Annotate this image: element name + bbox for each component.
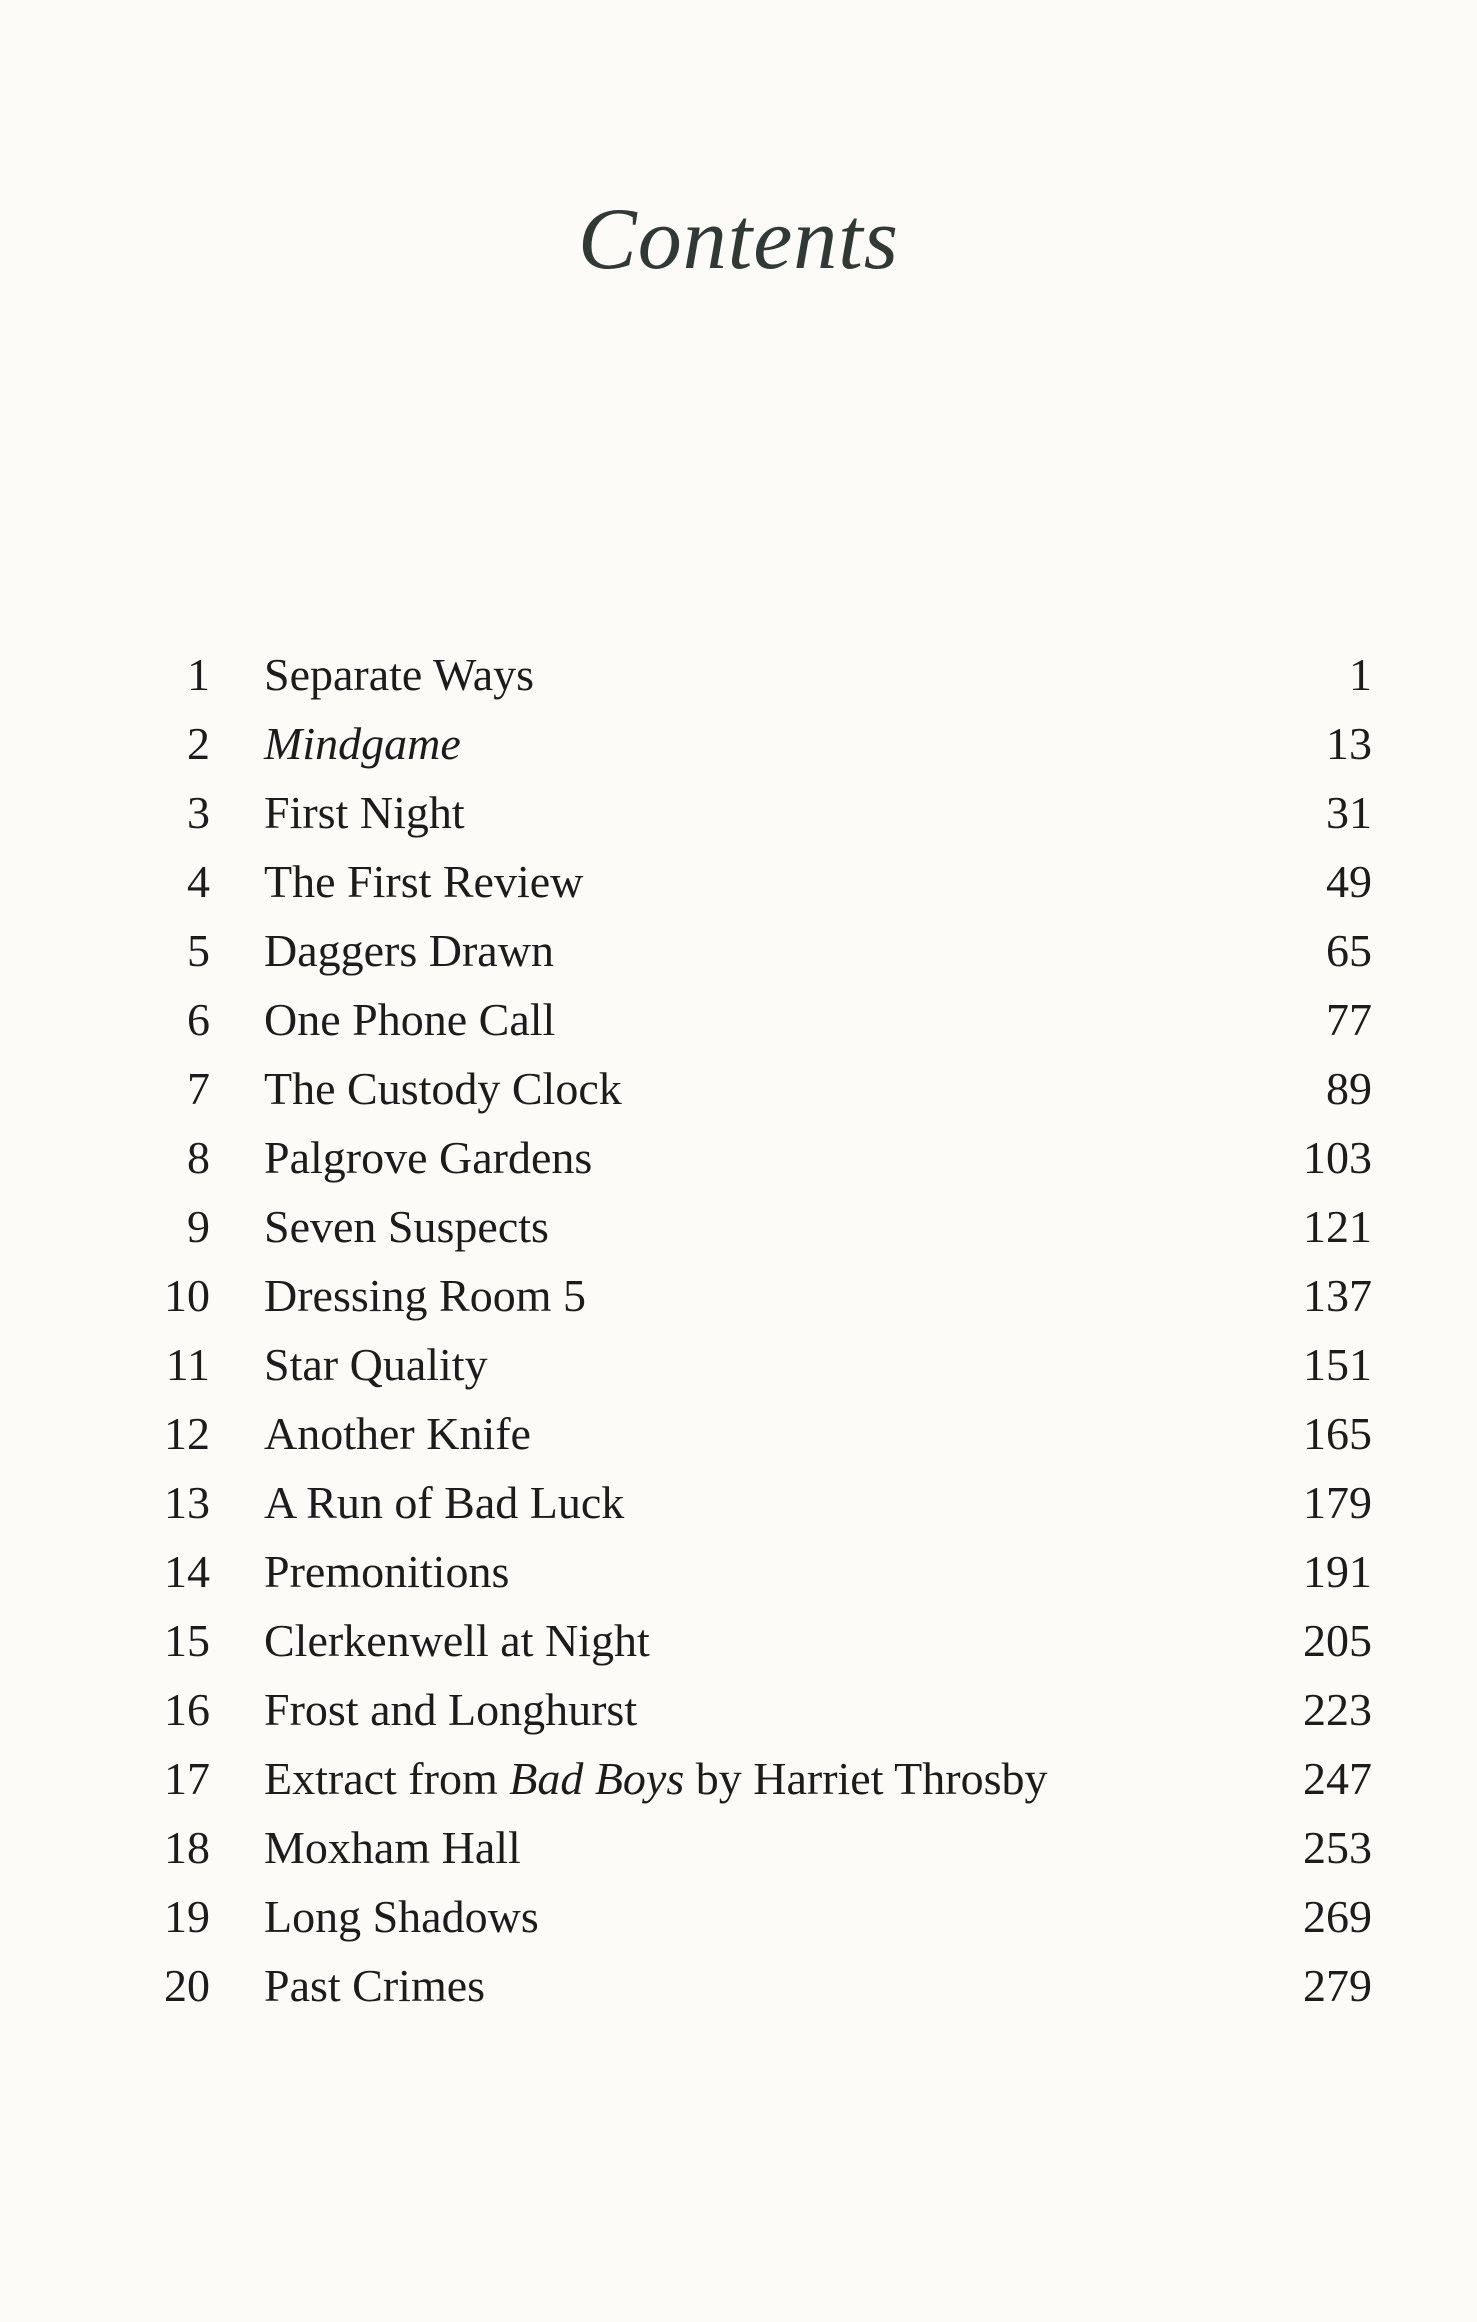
page-number: 13: [1326, 718, 1372, 769]
toc-entry: [0, 1813, 1477, 1882]
chapter-title-segment: The First Review: [264, 856, 584, 907]
page-number: 89: [1326, 1063, 1372, 1114]
toc-entry: [0, 1399, 1477, 1468]
chapter-number: 6: [187, 994, 210, 1045]
chapter-title: [264, 1675, 637, 1744]
page-number: 103: [1303, 1132, 1372, 1183]
chapter-number: 9: [187, 1201, 210, 1252]
page-number: 279: [1303, 1960, 1372, 2011]
chapter-number: 20: [164, 1960, 210, 2011]
chapter-number: 5: [187, 925, 210, 976]
chapter-title-segment: Mindgame: [264, 718, 461, 769]
toc-entry: [0, 847, 1477, 916]
chapter-title: [264, 778, 465, 847]
toc-entry: [0, 1468, 1477, 1537]
chapter-title-segment: Frost and Longhurst: [264, 1684, 638, 1735]
chapter-number: 7: [187, 1063, 210, 1114]
chapter-title: [264, 985, 555, 1054]
page-number: 269: [1303, 1891, 1372, 1942]
table-of-contents: [0, 640, 1477, 2020]
chapter-title-segment: by Harriet Throsby: [684, 1753, 1048, 1804]
chapter-number: 4: [187, 856, 210, 907]
page-number: 191: [1303, 1546, 1372, 1597]
toc-entry: [0, 1882, 1477, 1951]
chapter-number: 13: [164, 1477, 210, 1528]
chapter-title: [264, 1951, 485, 2020]
toc-entry: [0, 640, 1477, 709]
chapter-title: [264, 709, 461, 778]
chapter-title: [264, 640, 534, 709]
toc-entry: [0, 1192, 1477, 1261]
toc-entry: [0, 1123, 1477, 1192]
page-number: 137: [1303, 1270, 1372, 1321]
chapter-number: 3: [187, 787, 210, 838]
chapter-number: 15: [164, 1615, 210, 1666]
chapter-title-segment: Premonitions: [264, 1546, 510, 1597]
page-number: 77: [1326, 994, 1372, 1045]
chapter-number: 1: [187, 649, 210, 700]
chapter-title-segment: Daggers Drawn: [264, 925, 554, 976]
chapter-title-segment: Star Quality: [264, 1339, 488, 1390]
toc-entry: [0, 916, 1477, 985]
chapter-title: [264, 1537, 509, 1606]
toc-entry: [0, 1606, 1477, 1675]
chapter-title: [264, 1882, 539, 1951]
chapter-title-segment: Dressing Room 5: [264, 1270, 586, 1321]
page-number: 253: [1303, 1822, 1372, 1873]
chapter-title: [264, 1330, 488, 1399]
toc-entry: [0, 778, 1477, 847]
page-number: 151: [1303, 1339, 1372, 1390]
toc-entry: [0, 1675, 1477, 1744]
chapter-title-segment: One Phone Call: [264, 994, 556, 1045]
page-number: 65: [1326, 925, 1372, 976]
page-number: 121: [1303, 1201, 1372, 1252]
chapter-title-segment: Another Knife: [264, 1408, 531, 1459]
chapter-title-segment: First Night: [264, 787, 465, 838]
chapter-title: [264, 1054, 622, 1123]
chapter-title: [264, 1813, 521, 1882]
chapter-number: 11: [165, 1339, 210, 1390]
chapter-title: [264, 916, 554, 985]
chapter-title: [264, 1744, 1048, 1813]
chapter-number: 16: [164, 1684, 210, 1735]
page-number: 179: [1303, 1477, 1372, 1528]
page-number: 49: [1326, 856, 1372, 907]
chapter-title-segment: Palgrove Gardens: [264, 1132, 593, 1183]
page-number: 31: [1326, 787, 1372, 838]
page-number: 247: [1303, 1753, 1372, 1804]
chapter-title-segment: Clerkenwell at Night: [264, 1615, 650, 1666]
chapter-number: 19: [164, 1891, 210, 1942]
toc-entry: [0, 1054, 1477, 1123]
chapter-title-segment: Seven Suspects: [264, 1201, 549, 1252]
chapter-title: [264, 1192, 549, 1261]
page-number: 1: [1349, 649, 1372, 700]
chapter-number: 2: [187, 718, 210, 769]
toc-entry: [0, 1537, 1477, 1606]
toc-entry: [0, 1951, 1477, 2020]
chapter-number: 14: [164, 1546, 210, 1597]
chapter-title-segment: Separate Ways: [264, 649, 535, 700]
chapter-title: [264, 1468, 624, 1537]
chapter-title: [264, 847, 583, 916]
chapter-title: [264, 1123, 592, 1192]
page-number: 165: [1303, 1408, 1372, 1459]
chapter-title-segment: A Run of Bad Luck: [264, 1477, 625, 1528]
chapter-title-segment: Moxham Hall: [264, 1822, 521, 1873]
page-number: 223: [1303, 1684, 1372, 1735]
chapter-number: 10: [164, 1270, 210, 1321]
toc-entry: [0, 1330, 1477, 1399]
page-number: 205: [1303, 1615, 1372, 1666]
toc-entry: [0, 709, 1477, 778]
chapter-title-segment: Long Shadows: [264, 1891, 539, 1942]
chapter-title-segment: Extract from: [264, 1753, 510, 1804]
chapter-number: 12: [164, 1408, 210, 1459]
chapter-title-segment: The Custody Clock: [264, 1063, 622, 1114]
chapter-title: [264, 1261, 586, 1330]
chapter-number: 18: [164, 1822, 210, 1873]
chapter-number: 17: [164, 1753, 210, 1804]
chapter-number: 8: [187, 1132, 210, 1183]
toc-entry: [0, 1261, 1477, 1330]
toc-entry: [0, 985, 1477, 1054]
page-title: Contents: [578, 191, 899, 288]
chapter-title-segment: Past Crimes: [264, 1960, 486, 2011]
chapter-title: [264, 1606, 650, 1675]
toc-entry: [0, 1744, 1477, 1813]
chapter-title-segment: Bad Boys: [509, 1753, 685, 1804]
chapter-title: [264, 1399, 531, 1468]
